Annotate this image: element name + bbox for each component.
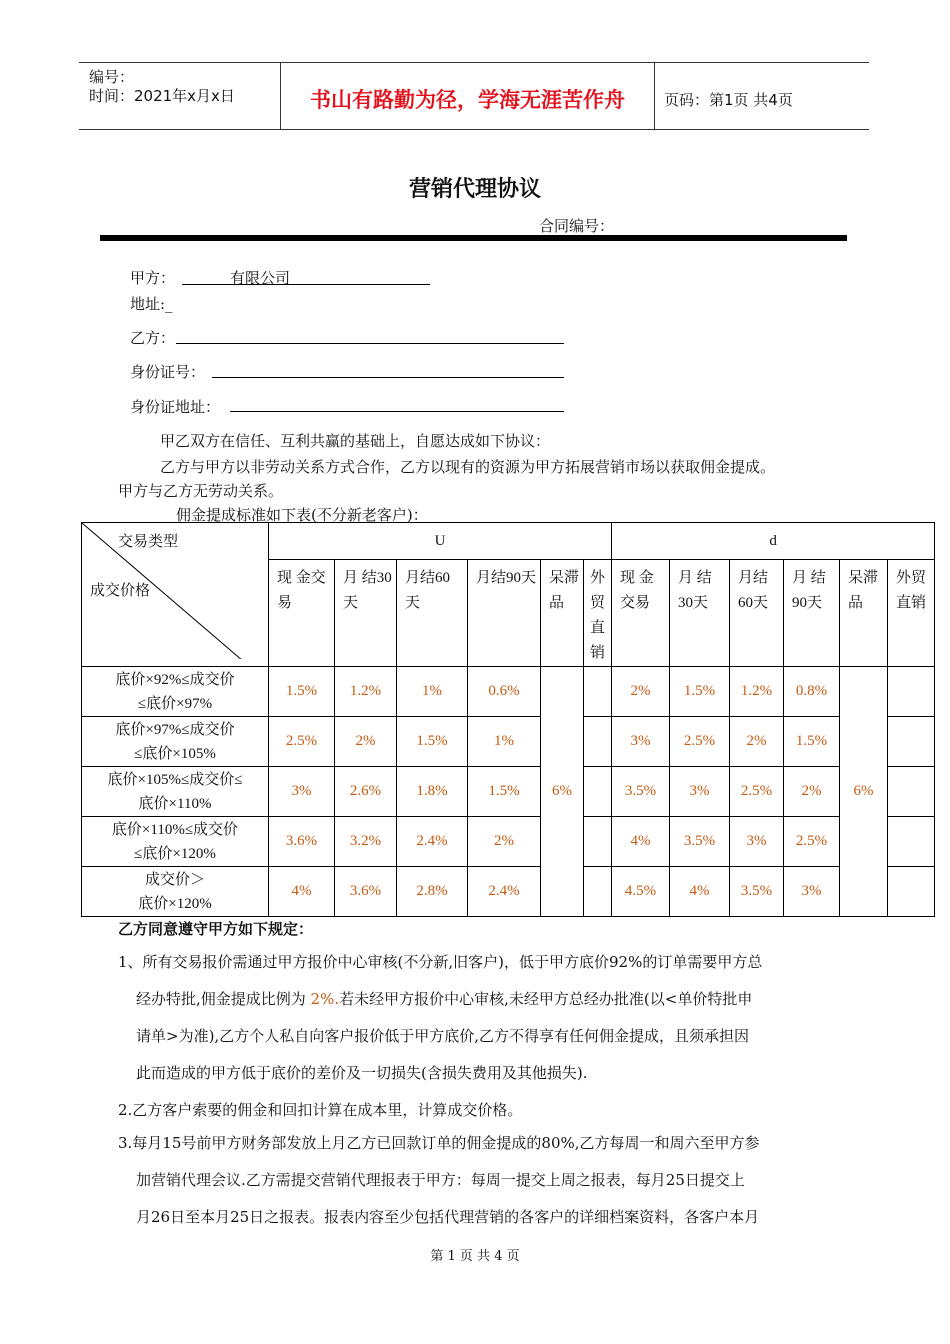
party-b-label: 乙方：	[130, 329, 176, 347]
rule-1-line-1: 1、所有交易报价需通过甲方报价中心审核(不分新,旧客户)，低于甲方底价92%的订单需要甲方总	[118, 953, 763, 971]
rate-cell: 3.5%	[612, 767, 670, 817]
rate-cell: 4%	[269, 867, 335, 917]
page-footer: 第 1 页 共 4 页	[430, 1249, 520, 1264]
empty-cell	[888, 717, 935, 767]
column-header: 外贸直销	[888, 560, 935, 667]
header-time-label: 时间：2021年x月x日	[89, 87, 235, 105]
group-header-u: U	[269, 523, 612, 560]
rate-cell: 3%	[784, 867, 840, 917]
rate-cell: 1.2%	[335, 667, 397, 717]
column-header: 月结60天	[397, 560, 468, 667]
empty-cell	[888, 767, 935, 817]
rate-cell: 3%	[730, 817, 784, 867]
row-label: 底价×110%≤成交价 ≤底价×120%	[82, 817, 269, 867]
rate-cell: 2%	[784, 767, 840, 817]
party-a-underline	[182, 284, 430, 285]
header-divider	[654, 62, 655, 130]
commission-table	[81, 522, 935, 917]
rate-cell: 3%	[670, 767, 730, 817]
column-header: 呆滞品	[840, 560, 888, 667]
rate-cell: 3%	[612, 717, 670, 767]
table-row	[82, 867, 935, 917]
rule-1-line-4: 此而造成的甲方低于底价的差价及一切损失(含损失费用及其他损失).	[136, 1064, 588, 1082]
rate-cell: 1.5%	[670, 667, 730, 717]
header-top-rule	[79, 62, 869, 63]
row-label: 底价×92%≤成交价 ≤底价×97%	[82, 667, 269, 717]
id-number-label: 身份证号：	[130, 363, 206, 381]
stagnant-rate-u: 6%	[541, 667, 584, 917]
address-label: 地址:_	[130, 295, 173, 313]
column-header: 月结90天	[468, 560, 541, 667]
rate-cell: 1%	[397, 667, 468, 717]
column-header: 月结60天	[730, 560, 784, 667]
id-address-label: 身份证地址：	[130, 398, 221, 416]
rate-cell: 3.6%	[269, 817, 335, 867]
rate-cell: 4%	[612, 817, 670, 867]
table-row	[82, 817, 935, 867]
empty-cell	[584, 767, 612, 817]
rate-cell: 1.2%	[730, 667, 784, 717]
column-header: 现 金交易	[269, 560, 335, 667]
rate-cell: 2%	[335, 717, 397, 767]
empty-cell	[888, 867, 935, 917]
title-rule	[100, 235, 847, 241]
rate-cell: 1%	[468, 717, 541, 767]
rate-cell: 2.5%	[784, 817, 840, 867]
contract-number-label: 合同编号：	[539, 217, 615, 235]
column-header: 现 金交易	[612, 560, 670, 667]
column-header: 外贸直销	[584, 560, 612, 667]
rate-cell: 4.5%	[612, 867, 670, 917]
rule-3-line-2: 加营销代理会议.乙方需提交营销代理报表于甲方：每周一提交上周之报表，每月25日提交上	[136, 1171, 745, 1189]
empty-cell	[584, 667, 612, 717]
column-header: 月 结30天	[670, 560, 730, 667]
rules-title: 乙方同意遵守甲方如下规定：	[118, 920, 314, 938]
rate-cell: 1.8%	[397, 767, 468, 817]
rate-cell: 3.2%	[335, 817, 397, 867]
row-label: 底价×97%≤成交价 ≤底价×105%	[82, 717, 269, 767]
rate-cell: 2.8%	[397, 867, 468, 917]
rate-cell: 2.5%	[730, 767, 784, 817]
rate-cell: 3.6%	[335, 867, 397, 917]
rate-cell: 2%	[730, 717, 784, 767]
table-row	[82, 667, 935, 717]
rule-1-line-2: 经办特批,佣金提成比例为 2%.若未经甲方报价中心审核,未经甲方总经办批准(以<单价特批申	[136, 990, 753, 1008]
rule-3-line-3: 月26日至本月25日之报表。报表内容至少包括代理营销的各客户的详细档案资料，各客户本月	[136, 1208, 760, 1226]
rate-cell: 2.6%	[335, 767, 397, 817]
intro-paragraph-2: 乙方与甲方以非劳动关系方式合作，乙方以现有的资源为甲方拓展营销市场以获取佣金提成。	[160, 458, 776, 476]
empty-cell	[584, 717, 612, 767]
rate-cell: 0.8%	[784, 667, 840, 717]
rate-cell: 1.5%	[269, 667, 335, 717]
rate-cell: 3.5%	[670, 817, 730, 867]
empty-cell	[888, 817, 935, 867]
rate-cell: 2%	[612, 667, 670, 717]
column-header: 呆滞品	[541, 560, 584, 667]
rate-cell: 3.5%	[730, 867, 784, 917]
rate-cell: 4%	[670, 867, 730, 917]
id-number-underline	[212, 377, 564, 378]
rate-cell: 2.4%	[397, 817, 468, 867]
table-row	[82, 717, 935, 767]
rate-cell: 1.5%	[397, 717, 468, 767]
header-bottom-rule	[79, 129, 869, 130]
rate-cell: 2.5%	[670, 717, 730, 767]
rate-cell: 0.6%	[468, 667, 541, 717]
table-row	[82, 767, 935, 817]
intro-paragraph-1: 甲乙双方在信任、互利共赢的基础上，自愿达成如下协议：	[160, 432, 551, 450]
rate-cell: 2%	[468, 817, 541, 867]
empty-cell	[584, 867, 612, 917]
column-header: 月 结30天	[335, 560, 397, 667]
empty-cell	[584, 817, 612, 867]
rule-1-line-3: 请单>为准),乙方个人私自向客户报价低于甲方底价,乙方不得享有任何佣金提成，且须承担因	[136, 1027, 749, 1045]
row-label: 成交价＞ 底价×120%	[82, 867, 269, 917]
header-number-label: 编号：	[89, 68, 135, 86]
id-address-underline	[230, 411, 564, 412]
header-motto: 书山有路勤为径，学海无涯苦作舟	[310, 88, 625, 112]
intro-paragraph-3: 甲方与乙方无劳动关系。	[118, 482, 284, 500]
column-header: 月 结90天	[784, 560, 840, 667]
intro-paragraph-4: 佣金提成标准如下表(不分新老客户)：	[176, 506, 428, 524]
stagnant-rate-d: 6%	[840, 667, 888, 917]
party-b-underline	[176, 343, 564, 344]
group-header-d: d	[612, 523, 935, 560]
rate-cell: 3%	[269, 767, 335, 817]
row-label: 底价×105%≤成交价≤ 底价×110%	[82, 767, 269, 817]
document-title: 营销代理协议	[408, 177, 541, 202]
rule-3-line-1: 3.每月15号前甲方财务部发放上月乙方已回款订单的佣金提成的80%,乙方每周一和周六至甲方参	[118, 1134, 760, 1152]
rate-cell: 1.5%	[784, 717, 840, 767]
rate-cell: 1.5%	[468, 767, 541, 817]
rate-cell: 2.4%	[468, 867, 541, 917]
header-page-info: 页码：第1页 共4页	[664, 91, 793, 109]
empty-cell	[888, 667, 935, 717]
rate-cell: 2.5%	[269, 717, 335, 767]
corner-label-bottom: 成交价格	[90, 583, 151, 599]
rule-2: 2.乙方客户索要的佣金和回扣计算在成本里，计算成交价格。	[118, 1101, 523, 1119]
party-a-label: 甲方：	[130, 269, 176, 287]
corner-label-top: 交易类型	[118, 534, 179, 550]
party-a-value: 有限公司	[230, 269, 291, 287]
table-corner-cell	[82, 523, 269, 667]
